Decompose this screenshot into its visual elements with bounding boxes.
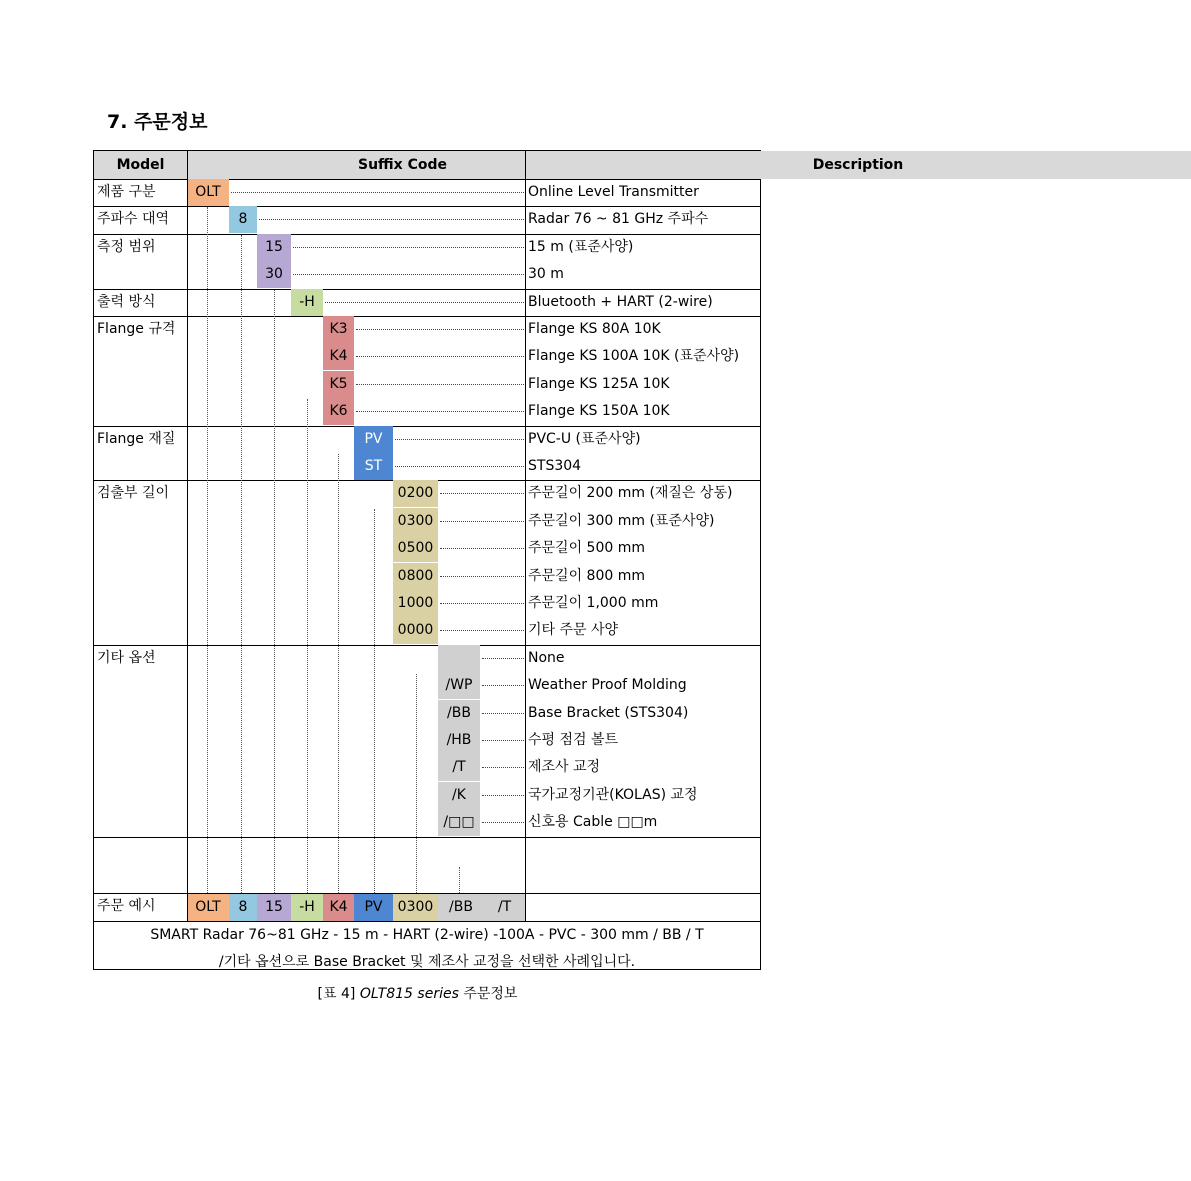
leader-line: [440, 521, 524, 522]
suffix-code: /T: [438, 754, 480, 781]
example-code: 15: [257, 894, 291, 921]
caption-prefix: [표 4]: [317, 986, 356, 1002]
leader-line: [440, 630, 524, 631]
suffix-code: /□□: [438, 809, 480, 836]
group-label: 출력 방식: [97, 293, 156, 310]
leader-line: [356, 384, 524, 385]
header-model: Model: [94, 151, 187, 179]
leader-line: [325, 302, 524, 303]
suffix-code: /K: [438, 782, 480, 809]
description-text: Flange KS 80A 10K: [528, 321, 661, 337]
description-text: Flange KS 125A 10K: [528, 375, 670, 392]
suffix-code: K4: [323, 343, 354, 370]
description-text: 주문길이 1,000 mm: [528, 595, 659, 611]
group-divider: [94, 645, 760, 646]
leader-line: [259, 219, 524, 220]
leader-line: [482, 740, 524, 741]
suffix-code: 1000: [393, 590, 438, 617]
guide-line: [207, 207, 208, 893]
guide-line: [241, 235, 242, 893]
leader-line: [482, 685, 524, 686]
example-note-line-1: SMART Radar 76~81 GHz - 15 m - HART (2-wire) -100A - PVC - 300 mm / BB / T: [150, 926, 704, 943]
leader-line: [482, 795, 524, 796]
group-divider: [94, 837, 760, 838]
guide-line: [416, 674, 417, 893]
guide-line: [459, 867, 460, 893]
suffix-code: 0200: [393, 480, 438, 507]
suffix-code: 30: [257, 261, 291, 288]
description-text: 주문길이 200 mm (재질은 상동): [528, 485, 733, 502]
column-divider: [525, 151, 526, 921]
header-suffix: Suffix Code: [187, 151, 618, 179]
leader-line: [395, 439, 524, 440]
example-label: 주문 예시: [97, 897, 156, 914]
leader-line: [293, 274, 524, 275]
column-divider: [187, 151, 188, 921]
leader-line: [440, 548, 524, 549]
suffix-code: K6: [323, 398, 354, 425]
example-code: 0300: [393, 894, 438, 921]
group-label: 검출부 길이: [97, 485, 170, 502]
guide-line: [374, 509, 375, 893]
description-text: 주문길이 300 mm (표준사양): [528, 512, 715, 529]
leader-line: [482, 767, 524, 768]
description-text: Base Bracket (STS304): [528, 704, 689, 721]
group-label: Flange 규격: [97, 321, 176, 337]
description-text: 국가교정기관(KOLAS) 교정: [528, 786, 698, 803]
leader-line: [356, 411, 524, 412]
description-text: Bluetooth + HART (2-wire): [528, 293, 713, 310]
leader-line: [231, 192, 524, 193]
description-text: 수평 점검 볼트: [528, 732, 619, 748]
suffix-code: OLT: [187, 179, 229, 206]
group-divider: [94, 234, 760, 235]
description-text: Flange KS 150A 10K: [528, 403, 670, 420]
suffix-code: 8: [229, 206, 257, 233]
leader-line: [440, 576, 524, 577]
group-label: Flange 재질: [97, 430, 176, 447]
description-text: 15 m (표준사양): [528, 238, 634, 255]
description-text: Online Level Transmitter: [528, 184, 699, 200]
leader-line: [395, 466, 524, 467]
guide-line: [338, 454, 339, 893]
description-text: 신호용 Cable □□m: [528, 814, 658, 831]
example-code: PV: [354, 894, 393, 921]
group-label: 측정 범위: [97, 238, 156, 255]
suffix-code: /WP: [438, 672, 480, 699]
leader-line: [482, 658, 524, 659]
example-note-line-2: /기타 옵션으로 Base Bracket 및 제조사 교정을 선택한 사례입니다.: [218, 953, 636, 970]
table-caption: [0, 983, 835, 1005]
description-text: 주문길이 800 mm: [528, 567, 645, 584]
guide-line: [274, 290, 275, 893]
example-code: K4: [323, 894, 354, 921]
leader-line: [440, 493, 524, 494]
suffix-code: 0500: [393, 535, 438, 562]
description-text: 기타 주문 사양: [528, 622, 619, 639]
example-code: -H: [291, 894, 323, 921]
suffix-code: K3: [323, 316, 354, 343]
leader-line: [356, 329, 524, 330]
suffix-code: -H: [291, 289, 323, 316]
description-text: Weather Proof Molding: [528, 677, 687, 694]
leader-line: [293, 247, 524, 248]
order-info-table: [93, 150, 904, 970]
leader-line: [356, 356, 524, 357]
header-description: Description: [525, 151, 1191, 179]
example-code: 8: [229, 894, 257, 921]
suffix-code: K5: [323, 371, 354, 398]
suffix-code: /BB: [438, 700, 480, 727]
example-code: /T: [484, 894, 525, 921]
caption-series: OLT815 series: [359, 986, 459, 1002]
guide-line: [307, 399, 308, 893]
suffix-code: PV: [354, 426, 393, 453]
leader-line: [440, 603, 524, 604]
description-text: None: [528, 649, 565, 666]
group-divider: [94, 426, 760, 427]
description-text: 주문길이 500 mm: [528, 540, 645, 557]
leader-line: [482, 713, 524, 714]
section-title: 7. 주문정보: [107, 111, 208, 133]
example-code: /BB: [438, 894, 484, 921]
example-code: OLT: [187, 894, 229, 921]
description-text: STS304: [528, 458, 582, 474]
description-text: Radar 76 ~ 81 GHz 주파수: [528, 211, 709, 228]
suffix-code: /HB: [438, 727, 480, 754]
suffix-code: 0000: [393, 617, 438, 644]
caption-suffix: 주문정보: [463, 986, 518, 1002]
group-label: 제품 구분: [97, 184, 156, 200]
group-label: 기타 옵션: [97, 649, 156, 666]
description-text: 30 m: [528, 266, 564, 283]
description-text: PVC-U (표준사양): [528, 430, 641, 447]
description-text: 제조사 교정: [528, 759, 601, 776]
description-text: Flange KS 100A 10K (표준사양): [528, 348, 740, 365]
suffix-code: 0800: [393, 563, 438, 590]
suffix-code: ST: [354, 453, 393, 480]
option-blank-cell: [438, 645, 480, 672]
suffix-code: 0300: [393, 508, 438, 535]
suffix-code: 15: [257, 234, 291, 261]
group-label: 주파수 대역: [97, 211, 170, 228]
leader-line: [482, 822, 524, 823]
